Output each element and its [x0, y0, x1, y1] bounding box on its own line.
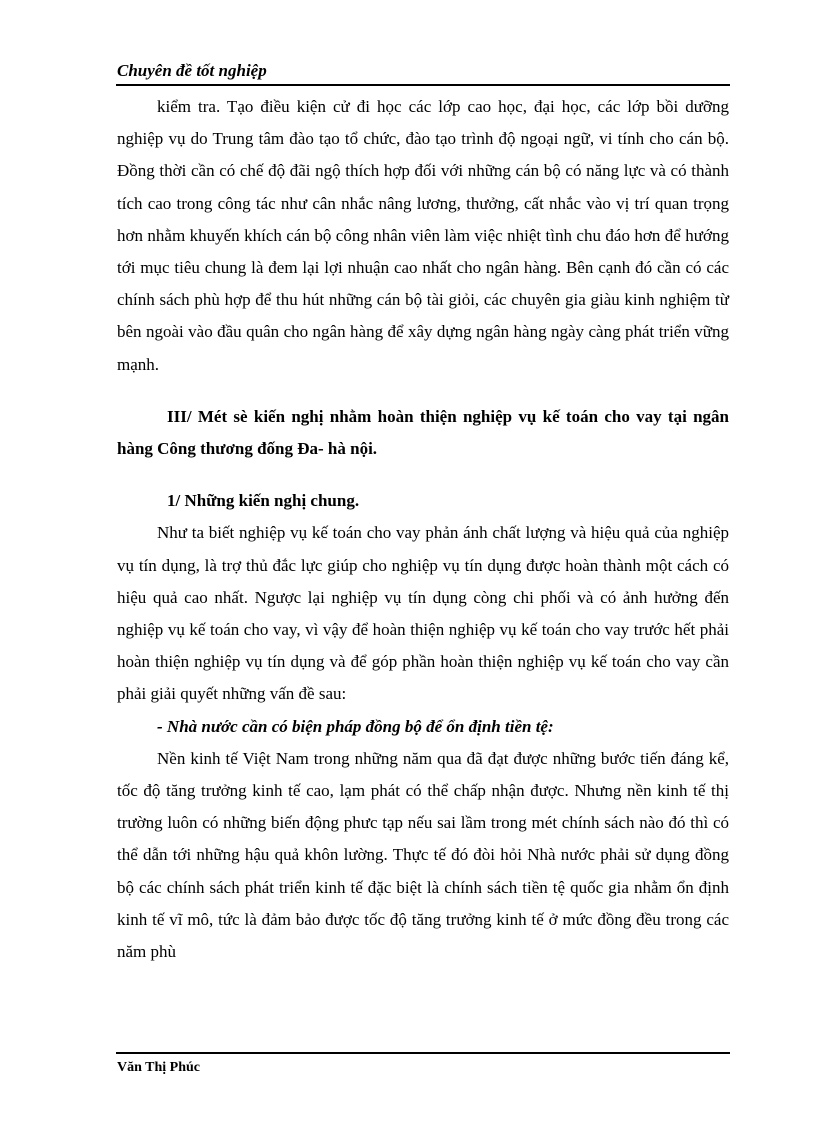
- body-content: [117, 91, 729, 968]
- section-heading: III/ Mét sè kiến nghị nhằm hoàn thiện nghiệp vụ kế toán cho vay tại ngân hàng Công thương đống Đa- hà nội.: [117, 406, 729, 459]
- footer-rule: [116, 1052, 730, 1054]
- paragraph-2: Như ta biết nghiệp vụ kế toán cho vay phản ánh chất lượng và hiệu quả của nghiệp vụ tín dụng, là trợ thủ đắc lực giúp cho nghiệp vụ tín dụng được hoàn thành một cách có hiệu quả cao nhất. Ngược lại nghiệp vụ tín dụng còng chi phối và có ảnh hưởng đến nghiệp vụ kế toán cho vay, vì vậy để hoàn thiện nghiệp vụ kế toán cho vay trước hết phải hoàn thiện nghiệp vụ tín dụng và để góp phần hoàn thiện nghiệp vụ kế toán cho vay cần phải giải quyết những vấn đề sau:: [117, 523, 729, 704]
- italic-heading: - Nhà nước cần có biện pháp đồng bộ để ổn định tiền tệ:: [157, 716, 554, 736]
- header-rule: [116, 84, 730, 86]
- footer-author: Văn Thị Phúc: [117, 1060, 200, 1075]
- paragraph-3: Nền kinh tế Việt Nam trong những năm qua đã đạt được những bước tiến đáng kể, tốc độ tăng trưởng kinh tế cao, lạm phát có thể chấp nhận được. Nhưng nền kinh tế thị trường luôn có những biến động phưc tạp nếu sai lầm trong mét chính sách nào đó thì có thể dẫn tới những hậu quả khôn lường. Thực tế đó đòi hỏi Nhà nước phải sử dụng đồng bộ các chính sách phát triển kinh tế đặc biệt là chính sách tiền tệ quốc gia nhằm ổn định kinh tế vĩ mô, tức là đảm bảo được tốc độ tăng trưởng kinh tế ở mức đồng đều trong các năm phù: [117, 748, 729, 962]
- header-title: Chuyên đề tốt nghiệp: [117, 61, 267, 80]
- sub-heading: 1/ Những kiến nghị chung.: [167, 491, 360, 511]
- paragraph-1: kiểm tra. Tạo điều kiện cử đi học các lớp cao học, đại học, các lớp bồi dưỡng nghiệp vụ do Trung tâm đào tạo tổ chức, đào tạo trình độ ngoại ngữ, vi tính cho cán bộ. Đồng thời cần có chế độ đãi ngộ thích hợp đối với những cán bộ có năng lực và có thành tích cao trong công tác như cân nhắc nâng lương, thưởng, cất nhắc vào vị trí quan trọng hơn nhằm khuyến khích cán bộ công nhân viên làm việc nhiệt tình chu đáo hơn để hướng tới mục tiêu chung là đem lại lợi nhuận cao nhất cho ngân hàng. Bên cạnh đó cần có các chính sách phù hợp để thu hút những cán bộ tài giỏi, các chuyên gia giàu kinh nghiệm từ bên ngoài vào đầu quân cho ngân hàng để xây dựng ngân hàng ngày càng phát triển vững mạnh.: [117, 97, 729, 374]
